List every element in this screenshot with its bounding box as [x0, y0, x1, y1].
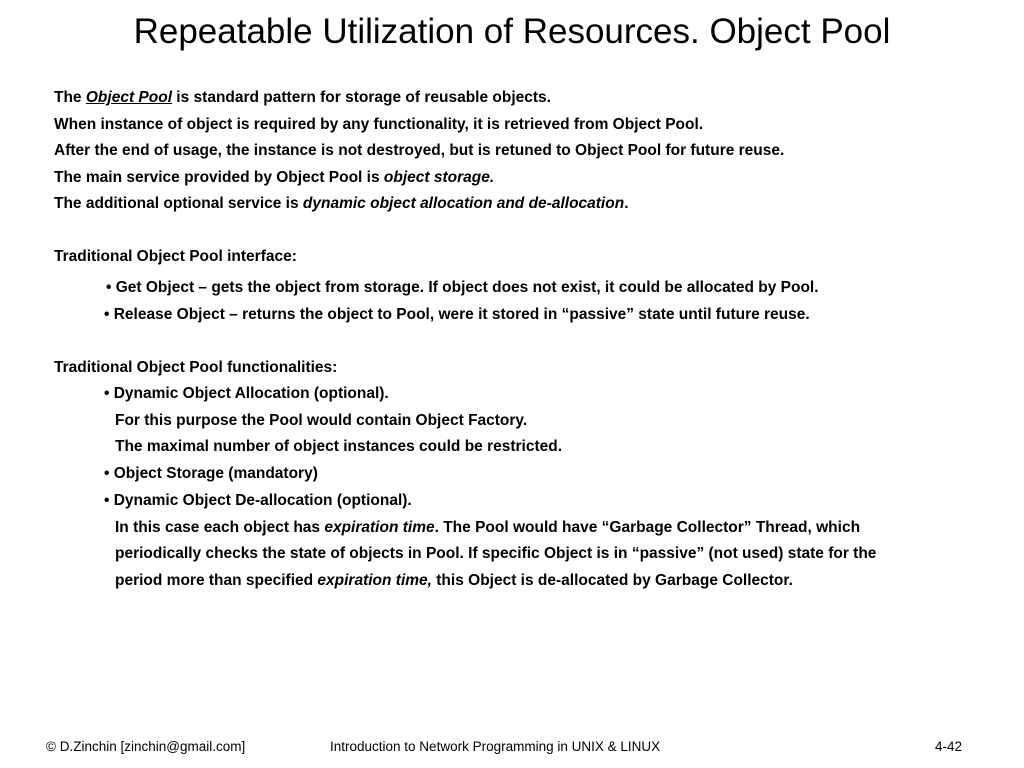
- intro-line-5-pre: The additional optional service is: [54, 195, 303, 212]
- intro-line-1-pre: The: [54, 89, 86, 106]
- functionality-allocation-detail-2: The maximal number of object instances could be restricted.: [115, 438, 563, 455]
- functionality-deallocation: • Dynamic Object De-allocation (optional).: [104, 492, 412, 509]
- interface-bullet-get: • Get Object – gets the object from storage. If object does not exist, it could be allocated by Pool.: [106, 279, 819, 296]
- intro-line-2: When instance of object is required by any functionality, it is retrieved from Object Pool.: [54, 116, 704, 133]
- expiration-time-term: expiration time: [324, 519, 435, 536]
- functionality-deallocation-detail-2: periodically checks the state of objects in Pool. If specific Object is in “passive” (not used) state for the: [115, 545, 877, 562]
- intro-line-1-post: is standard pattern for storage of reusable objects.: [172, 89, 551, 106]
- functionality-allocation-detail-1: For this purpose the Pool would contain Object Factory.: [115, 412, 528, 429]
- intro-line-5: [54, 195, 629, 213]
- functionalities-heading: Traditional Object Pool functionalities:: [54, 359, 338, 376]
- footer-author: © D.Zinchin [zinchin@gmail.com]: [46, 739, 246, 754]
- interface-heading: Traditional Object Pool interface:: [54, 248, 297, 265]
- functionality-allocation: • Dynamic Object Allocation (optional).: [104, 385, 389, 402]
- interface-bullet-release: • Release Object – returns the object to Pool, were it stored in “passive” state until future reuse.: [104, 306, 810, 323]
- intro-line-4: [54, 169, 494, 187]
- functionality-deallocation-detail-3: [115, 572, 793, 590]
- functionality-deallocation-detail-1: [115, 519, 860, 537]
- deallocation-detail-3-pre: period more than specified: [115, 572, 318, 589]
- object-pool-term: Object Pool: [85, 89, 172, 106]
- object-storage-term: object storage.: [383, 169, 495, 186]
- intro-line-4-pre: The main service provided by Object Pool is: [54, 169, 384, 186]
- footer-page-number: 4-42: [935, 739, 963, 754]
- intro-line-5-post: .: [624, 195, 629, 212]
- intro-line-3: After the end of usage, the instance is not destroyed, but is retuned to Object Pool for future reuse.: [54, 142, 785, 159]
- dynamic-allocation-term: dynamic object allocation and de-allocation: [302, 195, 625, 212]
- intro-line-1: [54, 89, 551, 107]
- deallocation-detail-1-post: . The Pool would have “Garbage Collector” Thread, which: [434, 519, 861, 536]
- slide-title: Repeatable Utilization of Resources. Object Pool: [133, 12, 891, 51]
- deallocation-detail-1-pre: In this case each object has: [115, 519, 325, 536]
- footer-course-title: Introduction to Network Programming in UNIX & LINUX: [330, 739, 661, 754]
- functionality-storage: • Object Storage (mandatory): [104, 465, 318, 482]
- expiration-time-term-2: expiration time,: [317, 572, 432, 589]
- deallocation-detail-3-post: this Object is de-allocated by Garbage Collector.: [431, 572, 793, 589]
